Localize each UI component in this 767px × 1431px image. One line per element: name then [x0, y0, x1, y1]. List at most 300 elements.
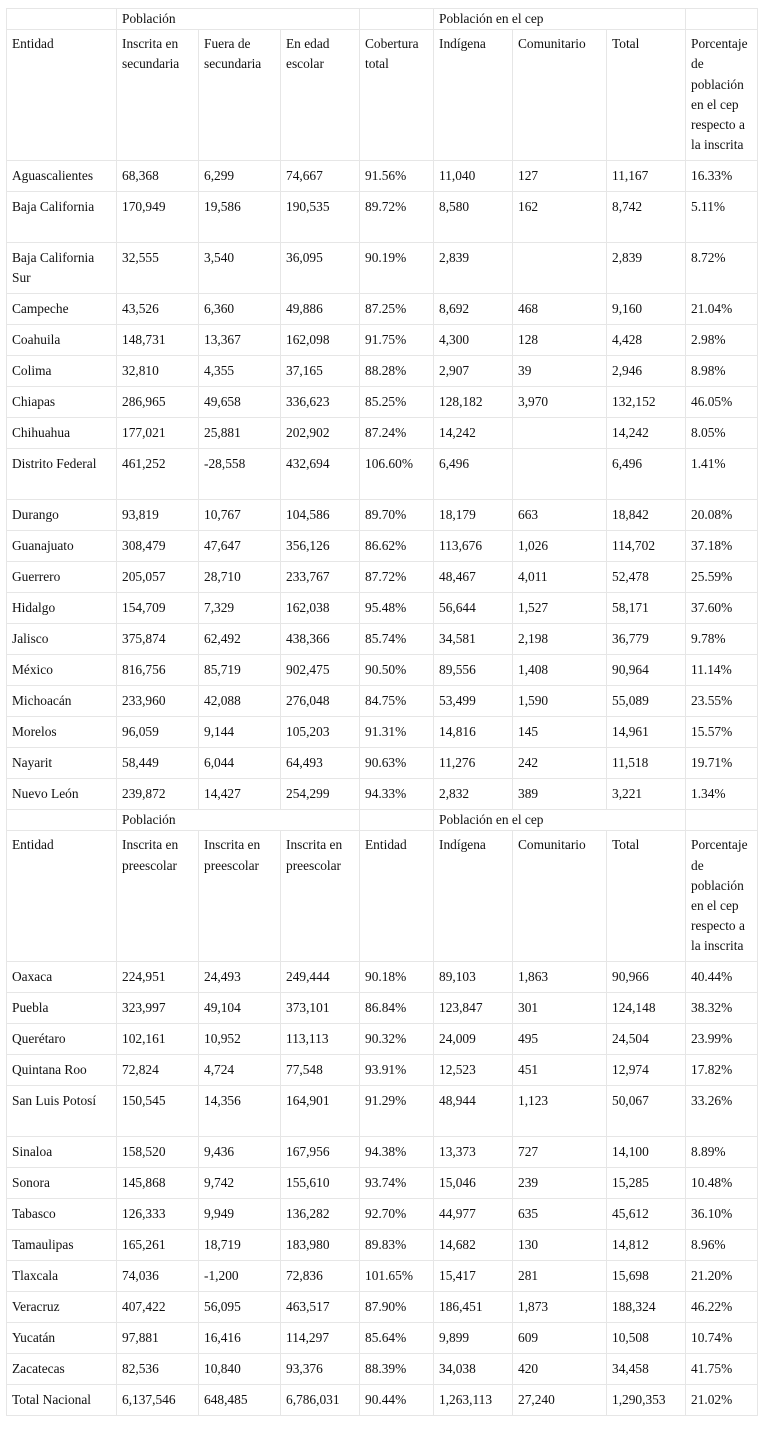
value-cell: 249,444 [281, 962, 360, 993]
value-cell: 24,493 [199, 962, 281, 993]
value-cell: 87.90% [360, 1292, 434, 1323]
table-row [7, 1385, 758, 1416]
value-cell: 85.25% [360, 387, 434, 418]
value-cell: 34,581 [434, 624, 513, 655]
group-label-poblacion: Población [117, 9, 360, 30]
table-row [7, 1261, 758, 1292]
value-cell: 82,536 [117, 1354, 199, 1385]
group-label-poblacion-cep: Población en el cep [434, 810, 686, 831]
entity-name-cell: Chihuahua [7, 418, 117, 449]
entity-name-cell: Guanajuato [7, 531, 117, 562]
value-cell: 49,886 [281, 294, 360, 325]
value-cell: 205,057 [117, 562, 199, 593]
value-cell: 148,731 [117, 325, 199, 356]
value-cell: 14,812 [607, 1230, 686, 1261]
entity-name-cell: Baja California [7, 192, 117, 243]
value-cell: 6,496 [434, 449, 513, 500]
value-cell: 91.56% [360, 161, 434, 192]
value-cell [513, 418, 607, 449]
value-cell: 53,499 [434, 686, 513, 717]
value-cell: 18,179 [434, 500, 513, 531]
value-cell: 101.65% [360, 1261, 434, 1292]
entity-name-cell: Coahuila [7, 325, 117, 356]
column-header: Entidad [7, 30, 117, 161]
value-cell: 389 [513, 779, 607, 810]
value-cell: 158,520 [117, 1137, 199, 1168]
value-cell: 6,137,546 [117, 1385, 199, 1416]
value-cell: 461,252 [117, 449, 199, 500]
value-cell: 224,951 [117, 962, 199, 993]
value-cell: 21.02% [686, 1385, 758, 1416]
value-cell: 170,949 [117, 192, 199, 243]
value-cell: 902,475 [281, 655, 360, 686]
table-row [7, 1055, 758, 1086]
value-cell: 90.50% [360, 655, 434, 686]
column-header: Entidad [360, 831, 434, 962]
value-cell: 420 [513, 1354, 607, 1385]
value-cell: 1,590 [513, 686, 607, 717]
table-row [7, 192, 758, 243]
value-cell: 186,451 [434, 1292, 513, 1323]
entity-name-cell: Zacatecas [7, 1354, 117, 1385]
value-cell: 64,493 [281, 748, 360, 779]
table-row [7, 748, 758, 779]
value-cell: 10,767 [199, 500, 281, 531]
table-row [7, 1199, 758, 1230]
value-cell: 86.62% [360, 531, 434, 562]
value-cell: 93,819 [117, 500, 199, 531]
value-cell: 635 [513, 1199, 607, 1230]
value-cell: 89,103 [434, 962, 513, 993]
value-cell: 9,144 [199, 717, 281, 748]
entity-name-cell: Sonora [7, 1168, 117, 1199]
value-cell: 407,422 [117, 1292, 199, 1323]
entity-name-cell: Veracruz [7, 1292, 117, 1323]
column-header: Porcentaje de población en el cep respecto a la inscrita [686, 831, 758, 962]
value-cell: 113,113 [281, 1024, 360, 1055]
table-row [7, 500, 758, 531]
table-row [7, 1292, 758, 1323]
value-cell: 16,416 [199, 1323, 281, 1354]
value-cell: 128,182 [434, 387, 513, 418]
value-cell: 12,974 [607, 1055, 686, 1086]
population-table-container [6, 8, 758, 1416]
value-cell: 10,952 [199, 1024, 281, 1055]
value-cell: 56,644 [434, 593, 513, 624]
value-cell: 432,694 [281, 449, 360, 500]
value-cell: 89.70% [360, 500, 434, 531]
empty-cell [360, 810, 434, 831]
value-cell: 2,907 [434, 356, 513, 387]
value-cell: 14,100 [607, 1137, 686, 1168]
value-cell: 50,067 [607, 1086, 686, 1137]
value-cell: 162,038 [281, 593, 360, 624]
column-header: Indígena [434, 30, 513, 161]
value-cell: 7,329 [199, 593, 281, 624]
value-cell: 49,658 [199, 387, 281, 418]
value-cell: 301 [513, 993, 607, 1024]
table-row [7, 449, 758, 500]
column-header: Comunitario [513, 831, 607, 962]
value-cell: 37.60% [686, 593, 758, 624]
value-cell: 15,417 [434, 1261, 513, 1292]
column-header: Comunitario [513, 30, 607, 161]
table-row [7, 779, 758, 810]
value-cell: 19.71% [686, 748, 758, 779]
entity-name-cell: Tlaxcala [7, 1261, 117, 1292]
value-cell: 183,980 [281, 1230, 360, 1261]
value-cell: 202,902 [281, 418, 360, 449]
value-cell: 43,526 [117, 294, 199, 325]
value-cell: 15,698 [607, 1261, 686, 1292]
value-cell: 276,048 [281, 686, 360, 717]
value-cell: 11,040 [434, 161, 513, 192]
value-cell: 14,427 [199, 779, 281, 810]
value-cell: 45,612 [607, 1199, 686, 1230]
value-cell: 1,263,113 [434, 1385, 513, 1416]
value-cell: 34,458 [607, 1354, 686, 1385]
column-header-row [7, 831, 758, 962]
entity-name-cell: Quintana Roo [7, 1055, 117, 1086]
value-cell: 468 [513, 294, 607, 325]
group-label-poblacion: Población [117, 810, 360, 831]
value-cell: 113,676 [434, 531, 513, 562]
value-cell: 89.72% [360, 192, 434, 243]
value-cell: 663 [513, 500, 607, 531]
value-cell: 91.31% [360, 717, 434, 748]
value-cell: 14,356 [199, 1086, 281, 1137]
value-cell: 91.29% [360, 1086, 434, 1137]
value-cell: 1,527 [513, 593, 607, 624]
value-cell: 39 [513, 356, 607, 387]
value-cell: 438,366 [281, 624, 360, 655]
value-cell: 11.14% [686, 655, 758, 686]
value-cell: 88.28% [360, 356, 434, 387]
empty-cell [7, 810, 117, 831]
table-row [7, 655, 758, 686]
value-cell: 9,742 [199, 1168, 281, 1199]
value-cell: 124,148 [607, 993, 686, 1024]
table-body [7, 9, 758, 1416]
value-cell: 233,767 [281, 562, 360, 593]
value-cell: 2,832 [434, 779, 513, 810]
value-cell: 8,742 [607, 192, 686, 243]
value-cell: 162 [513, 192, 607, 243]
value-cell: 23.99% [686, 1024, 758, 1055]
column-header: Inscrita en preescolar [281, 831, 360, 962]
value-cell: 48,467 [434, 562, 513, 593]
value-cell: 123,847 [434, 993, 513, 1024]
value-cell: 102,161 [117, 1024, 199, 1055]
value-cell: 74,667 [281, 161, 360, 192]
value-cell: 93,376 [281, 1354, 360, 1385]
value-cell: 4,355 [199, 356, 281, 387]
value-cell: 25.59% [686, 562, 758, 593]
value-cell: 154,709 [117, 593, 199, 624]
value-cell: 21.04% [686, 294, 758, 325]
value-cell: 167,956 [281, 1137, 360, 1168]
column-header: En edad escolar [281, 30, 360, 161]
table-row [7, 161, 758, 192]
entity-name-cell: Total Nacional [7, 1385, 117, 1416]
value-cell: 56,095 [199, 1292, 281, 1323]
table-row [7, 1024, 758, 1055]
value-cell: 648,485 [199, 1385, 281, 1416]
value-cell: 1,026 [513, 531, 607, 562]
value-cell: 87.25% [360, 294, 434, 325]
value-cell: 10,840 [199, 1354, 281, 1385]
value-cell: 27,240 [513, 1385, 607, 1416]
value-cell: 336,623 [281, 387, 360, 418]
value-cell: 18,842 [607, 500, 686, 531]
entity-name-cell: Distrito Federal [7, 449, 117, 500]
value-cell: 9.78% [686, 624, 758, 655]
value-cell: 4,011 [513, 562, 607, 593]
value-cell: 254,299 [281, 779, 360, 810]
value-cell: 48,944 [434, 1086, 513, 1137]
empty-cell [7, 9, 117, 30]
entity-name-cell: Yucatán [7, 1323, 117, 1354]
value-cell: 9,899 [434, 1323, 513, 1354]
value-cell [513, 243, 607, 294]
value-cell: 40.44% [686, 962, 758, 993]
entity-name-cell: Oaxaca [7, 962, 117, 993]
value-cell: 94.33% [360, 779, 434, 810]
value-cell: 162,098 [281, 325, 360, 356]
value-cell: 2,198 [513, 624, 607, 655]
column-header: Inscrita en preescolar [199, 831, 281, 962]
value-cell: 8,580 [434, 192, 513, 243]
value-cell: 28,710 [199, 562, 281, 593]
entity-name-cell: México [7, 655, 117, 686]
value-cell: 463,517 [281, 1292, 360, 1323]
value-cell: 8.89% [686, 1137, 758, 1168]
value-cell: 87.24% [360, 418, 434, 449]
table-row [7, 294, 758, 325]
value-cell: 150,545 [117, 1086, 199, 1137]
value-cell: 10,508 [607, 1323, 686, 1354]
value-cell: 94.38% [360, 1137, 434, 1168]
value-cell: 18,719 [199, 1230, 281, 1261]
group-header-row [7, 810, 758, 831]
value-cell: 136,282 [281, 1199, 360, 1230]
value-cell: 373,101 [281, 993, 360, 1024]
value-cell: 4,724 [199, 1055, 281, 1086]
value-cell: 58,449 [117, 748, 199, 779]
value-cell: 9,436 [199, 1137, 281, 1168]
table-row [7, 562, 758, 593]
value-cell: 84.75% [360, 686, 434, 717]
value-cell: 127 [513, 161, 607, 192]
value-cell: 86.84% [360, 993, 434, 1024]
entity-name-cell: Michoacán [7, 686, 117, 717]
column-header-row [7, 30, 758, 161]
value-cell: 52,478 [607, 562, 686, 593]
value-cell: 8.05% [686, 418, 758, 449]
group-label-poblacion-cep: Población en el cep [434, 9, 686, 30]
value-cell: 130 [513, 1230, 607, 1261]
value-cell: 6,044 [199, 748, 281, 779]
table-row [7, 1354, 758, 1385]
value-cell: 286,965 [117, 387, 199, 418]
value-cell: 16.33% [686, 161, 758, 192]
value-cell: 62,492 [199, 624, 281, 655]
value-cell: 3,221 [607, 779, 686, 810]
value-cell: 38.32% [686, 993, 758, 1024]
value-cell: 74,036 [117, 1261, 199, 1292]
value-cell: 155,610 [281, 1168, 360, 1199]
value-cell: 36.10% [686, 1199, 758, 1230]
value-cell: 17.82% [686, 1055, 758, 1086]
table-row [7, 325, 758, 356]
value-cell: 24,009 [434, 1024, 513, 1055]
group-header-row [7, 9, 758, 30]
value-cell: 239,872 [117, 779, 199, 810]
value-cell: 8.72% [686, 243, 758, 294]
value-cell: 2,839 [607, 243, 686, 294]
value-cell: 90.19% [360, 243, 434, 294]
value-cell: 46.22% [686, 1292, 758, 1323]
value-cell: 1,408 [513, 655, 607, 686]
empty-cell [360, 9, 434, 30]
value-cell: 44,977 [434, 1199, 513, 1230]
value-cell: 1,123 [513, 1086, 607, 1137]
value-cell: 42,088 [199, 686, 281, 717]
value-cell: 58,171 [607, 593, 686, 624]
value-cell: 15,285 [607, 1168, 686, 1199]
entity-name-cell: Guerrero [7, 562, 117, 593]
value-cell: 10.48% [686, 1168, 758, 1199]
entity-name-cell: Colima [7, 356, 117, 387]
value-cell: 2.98% [686, 325, 758, 356]
value-cell: 93.74% [360, 1168, 434, 1199]
value-cell: 10.74% [686, 1323, 758, 1354]
value-cell: 13,367 [199, 325, 281, 356]
table-row [7, 717, 758, 748]
value-cell: 87.72% [360, 562, 434, 593]
value-cell: 177,021 [117, 418, 199, 449]
value-cell: 89.83% [360, 1230, 434, 1261]
value-cell: 37.18% [686, 531, 758, 562]
table-row [7, 1168, 758, 1199]
value-cell: 93.91% [360, 1055, 434, 1086]
value-cell: 85,719 [199, 655, 281, 686]
value-cell: 4,300 [434, 325, 513, 356]
value-cell: 90,966 [607, 962, 686, 993]
value-cell: 128 [513, 325, 607, 356]
value-cell: 727 [513, 1137, 607, 1168]
value-cell: 47,647 [199, 531, 281, 562]
value-cell: -1,200 [199, 1261, 281, 1292]
value-cell: 105,203 [281, 717, 360, 748]
column-header: Porcentaje de población en el cep respecto a la inscrita [686, 30, 758, 161]
value-cell: 233,960 [117, 686, 199, 717]
entity-name-cell: Morelos [7, 717, 117, 748]
value-cell: 89,556 [434, 655, 513, 686]
value-cell: 1.34% [686, 779, 758, 810]
value-cell: 90.63% [360, 748, 434, 779]
value-cell: 495 [513, 1024, 607, 1055]
entity-name-cell: Puebla [7, 993, 117, 1024]
value-cell: 126,333 [117, 1199, 199, 1230]
value-cell: 242 [513, 748, 607, 779]
value-cell: 609 [513, 1323, 607, 1354]
value-cell: 21.20% [686, 1261, 758, 1292]
entity-name-cell: Campeche [7, 294, 117, 325]
column-header: Cobertura total [360, 30, 434, 161]
value-cell: 4,428 [607, 325, 686, 356]
value-cell: 96,059 [117, 717, 199, 748]
value-cell: 77,548 [281, 1055, 360, 1086]
value-cell: 6,360 [199, 294, 281, 325]
value-cell: 11,167 [607, 161, 686, 192]
value-cell: 72,836 [281, 1261, 360, 1292]
value-cell: 11,276 [434, 748, 513, 779]
value-cell: 375,874 [117, 624, 199, 655]
value-cell: 49,104 [199, 993, 281, 1024]
empty-cell [686, 9, 758, 30]
value-cell: 1,290,353 [607, 1385, 686, 1416]
table-row [7, 624, 758, 655]
value-cell: 36,095 [281, 243, 360, 294]
value-cell: 3,540 [199, 243, 281, 294]
value-cell: 14,242 [607, 418, 686, 449]
table-row [7, 686, 758, 717]
value-cell: 14,816 [434, 717, 513, 748]
value-cell: 15.57% [686, 717, 758, 748]
value-cell: 308,479 [117, 531, 199, 562]
value-cell: 816,756 [117, 655, 199, 686]
column-header: Inscrita en secundaria [117, 30, 199, 161]
value-cell: 13,373 [434, 1137, 513, 1168]
column-header: Fuera de secundaria [199, 30, 281, 161]
table-row [7, 356, 758, 387]
value-cell: 2,946 [607, 356, 686, 387]
entity-name-cell: Tabasco [7, 1199, 117, 1230]
value-cell: 451 [513, 1055, 607, 1086]
value-cell: 9,160 [607, 294, 686, 325]
value-cell: 6,786,031 [281, 1385, 360, 1416]
table-row [7, 418, 758, 449]
column-header: Total [607, 30, 686, 161]
value-cell: 34,038 [434, 1354, 513, 1385]
value-cell: 15,046 [434, 1168, 513, 1199]
value-cell: 25,881 [199, 418, 281, 449]
column-header: Inscrita en preescolar [117, 831, 199, 962]
value-cell: 90,964 [607, 655, 686, 686]
table-row [7, 1230, 758, 1261]
value-cell: 95.48% [360, 593, 434, 624]
entity-name-cell: Sinaloa [7, 1137, 117, 1168]
value-cell: 165,261 [117, 1230, 199, 1261]
value-cell: 5.11% [686, 192, 758, 243]
value-cell: 68,368 [117, 161, 199, 192]
value-cell: 92.70% [360, 1199, 434, 1230]
value-cell: 6,496 [607, 449, 686, 500]
value-cell: 164,901 [281, 1086, 360, 1137]
value-cell: 90.32% [360, 1024, 434, 1055]
table-row [7, 993, 758, 1024]
value-cell: 8.96% [686, 1230, 758, 1261]
value-cell: 104,586 [281, 500, 360, 531]
table-row [7, 387, 758, 418]
entity-name-cell: Durango [7, 500, 117, 531]
value-cell: 132,152 [607, 387, 686, 418]
table-row [7, 1137, 758, 1168]
entity-name-cell: Jalisco [7, 624, 117, 655]
value-cell: 24,504 [607, 1024, 686, 1055]
entity-name-cell: Nayarit [7, 748, 117, 779]
